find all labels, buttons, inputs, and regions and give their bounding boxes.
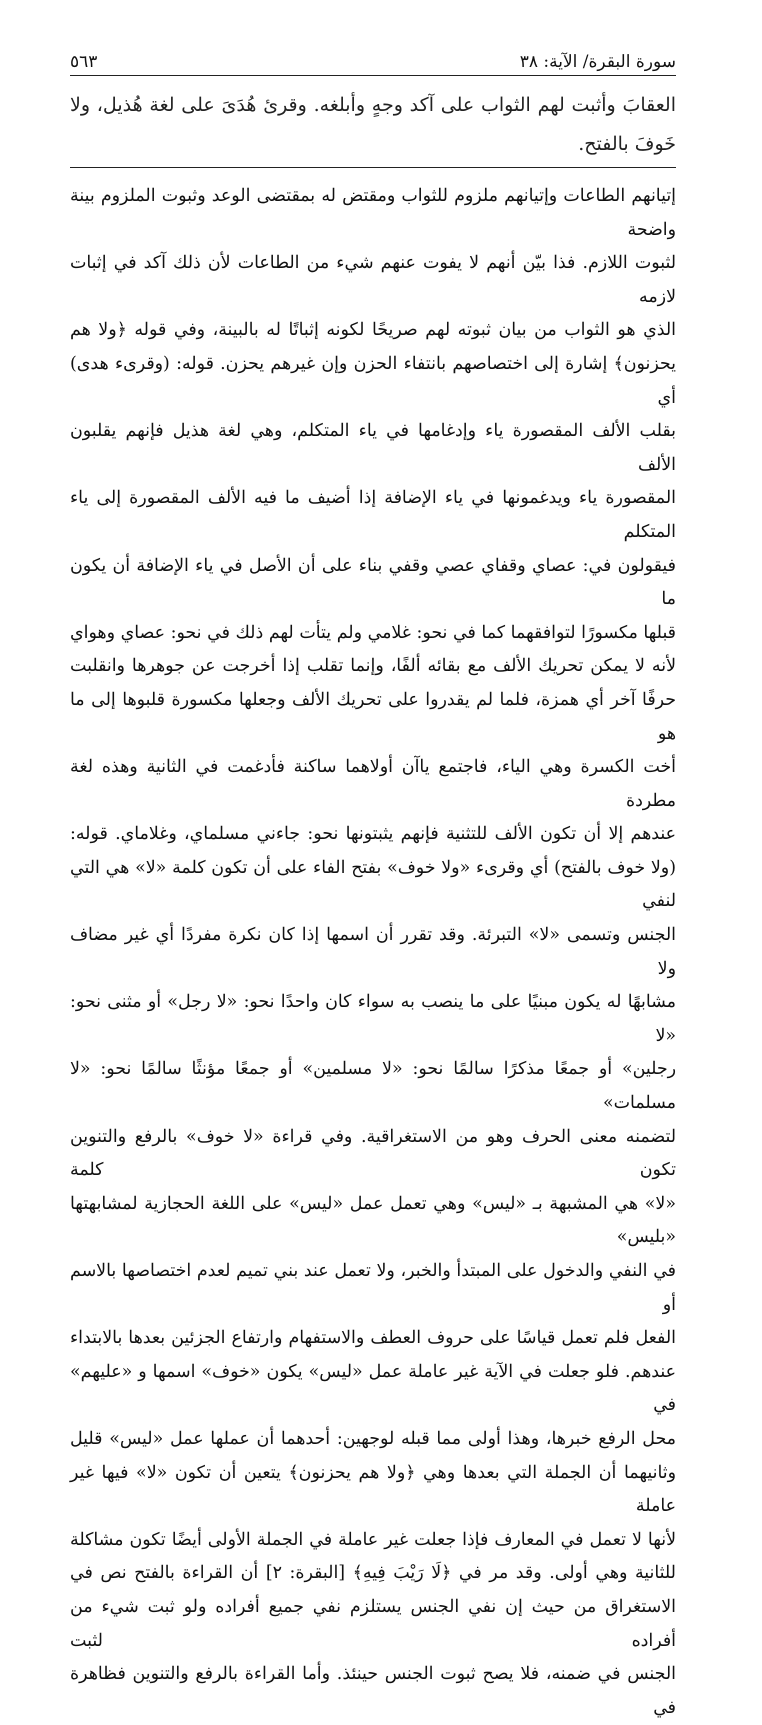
body-line: الذي هو الثواب من بيان ثبوته لهم صريحًا لكونه إثباتًا له بالبينة، وفي قوله ﴿ولا هم (70, 320, 676, 341)
body-line: حرفًا آخر أي همزة، فلما لم يقدروا على تحريك الألف وجعلها مكسورة قلبوها إلى ما هو (70, 689, 676, 744)
body-line: عندهم إلا أن تكون الألف للتثنية فإنهم يثبتونها نحو: جاءني مسلماي، وغلاماي. قوله: (70, 824, 676, 845)
body-line: لثبوت اللازم. فذا بيّن أنهم لا يفوت عنهم شيء من الطاعات لأن ذلك آكد في إثبات لازمه (70, 253, 676, 307)
body-line: لتضمنه معنى الحرف وهو من الاستغراقية. وفي قراءة «لا خوف» بالرفع والتنوين تكون كلمة (70, 1126, 676, 1181)
body-line: الجنس في ضمنه، فلا يصح ثبوت الجنس حينئذ. وأما القراءة بالرفع والتنوين فظاهرة في (70, 1664, 676, 1718)
body-line: لأنها لا تعمل في المعارف فإذا جعلت غير عاملة في الجملة الأولى أيضًا تكون مشاكلة (70, 1529, 677, 1550)
body-line: أخت الكسرة وهي الياء، فاجتمع ياآن أولاهما ساكنة فأدغمت في الثانية وهذه لغة مطردة (70, 757, 676, 811)
commentary-top-text: العقابَ وأثبت لهم الثواب على آكد وجهٍ وأبلغه. وقرئ هُدَىَ على لغة هُذيل، ولا خَوفَ بالفتح. (70, 94, 676, 155)
header-title: سورة البقرة/ الآية: ٣٨ (519, 52, 676, 72)
body-line: الفعل فلم تعمل قياسًا على حروف العطف والاستفهام وارتفاع الجزئين بعدها بالابتداء (70, 1328, 676, 1349)
body-line: عندهم. فلو جعلت في الآية غير عاملة عمل «ليس» يكون «خوف» اسمها و «عليهم» في (70, 1361, 676, 1416)
page-number: ٥٦٣ (70, 52, 98, 72)
body-line: محل الرفع خبرها، وهذا أولى مما قبله لوجهين: أحدهما أن عملها عمل «ليس» قليل (70, 1428, 676, 1449)
body-line: الجنس وتسمى «لا» التبرئة. وقد تقرر أن اسمها إذا كان نكرة مفردًا أي غير مضاف ولا (70, 925, 676, 979)
body-line: المقصورة ياء ويدغمونها في ياء الإضافة إذا أضيف ما فيه الألف المقصورة إلى ياء المتكلم (70, 488, 676, 542)
body-line: مشابهًا له يكون مبنيًا على ما ينصب به سواء كان واحدًا نحو: «لا رجل» أو مثنى نحو: «لا (70, 992, 676, 1046)
body-line: قبلها مكسورًا لتوافقهما كما في نحو: غلامي ولم يتأت لهم ذلك في نحو: عصاي وهواي (70, 622, 676, 643)
running-header (70, 44, 676, 76)
body-line: لأنه لا يمكن تحريك الألف مع بقائه ألفًا، وإنما تقلب إذا أخرجت عن جوهرها وانقلبت (70, 656, 676, 677)
body-line: يحزنون﴾ إشارة إلى اختصاصهم بانتفاء الحزن وإن غيرهم يحزن. قوله: (وقرىء هدى) أي (70, 353, 676, 408)
body-line: رجلين» أو جمعًا مذكرًا سالمًا نحو: «لا مسلمين» أو جمعًا مؤنثًا سالمًا نحو: «لا مسلمات» (70, 1059, 676, 1114)
body-line: في النفي والدخول على المبتدأ والخبر، ولا تعمل عند بني تميم لعدم اختصاصها بالاسم أو (70, 1261, 676, 1315)
body-line: للثانية وهي أولى. وقد مر في ﴿لَا رَيْبَ فِيهِ﴾ [البقرة: ٢] أن القراءة بالفتح نص في (70, 1563, 676, 1584)
body-line: إتيانهم الطاعات وإتيانهم ملزوم للثواب ومقتض له بمقتضى الوعد وثبوت الملزوم بينة واضحة (70, 186, 676, 240)
body-line: فيقولون في: عصاي وقفاي عصي وقفي بناء على أن الأصل في ياء الإضافة أن يكون ما (70, 555, 676, 610)
body-line: الاستغراق من حيث إن نفي الجنس يستلزم نفي جميع أفراده ولو ثبت شيء من أفراده لثبت (70, 1596, 676, 1651)
body-line: (ولا خوف بالفتح) أي وقرىء «ولا خوف» بفتح الفاء على أن تكون كلمة «لا» هي التي لنفي (70, 857, 676, 912)
section-separator (70, 167, 676, 168)
body-line: «لا» هي المشبهة بـ «ليس» وهي تعمل عمل «ليس» على اللغة الحجازية لمشابهتها «بليس» (70, 1193, 676, 1248)
body-line: بقلب الألف المقصورة ياء وإدغامها في ياء المتكلم، وهي لغة هذيل فإنهم يقلبون الألف (70, 421, 676, 475)
body-line: وثانيهما أن الجملة التي بعدها وهي ﴿ولا هم يحزنون﴾ يتعين أن تكون «لا» فيها غير عاملة (70, 1462, 676, 1517)
main-body-text (70, 180, 676, 1725)
